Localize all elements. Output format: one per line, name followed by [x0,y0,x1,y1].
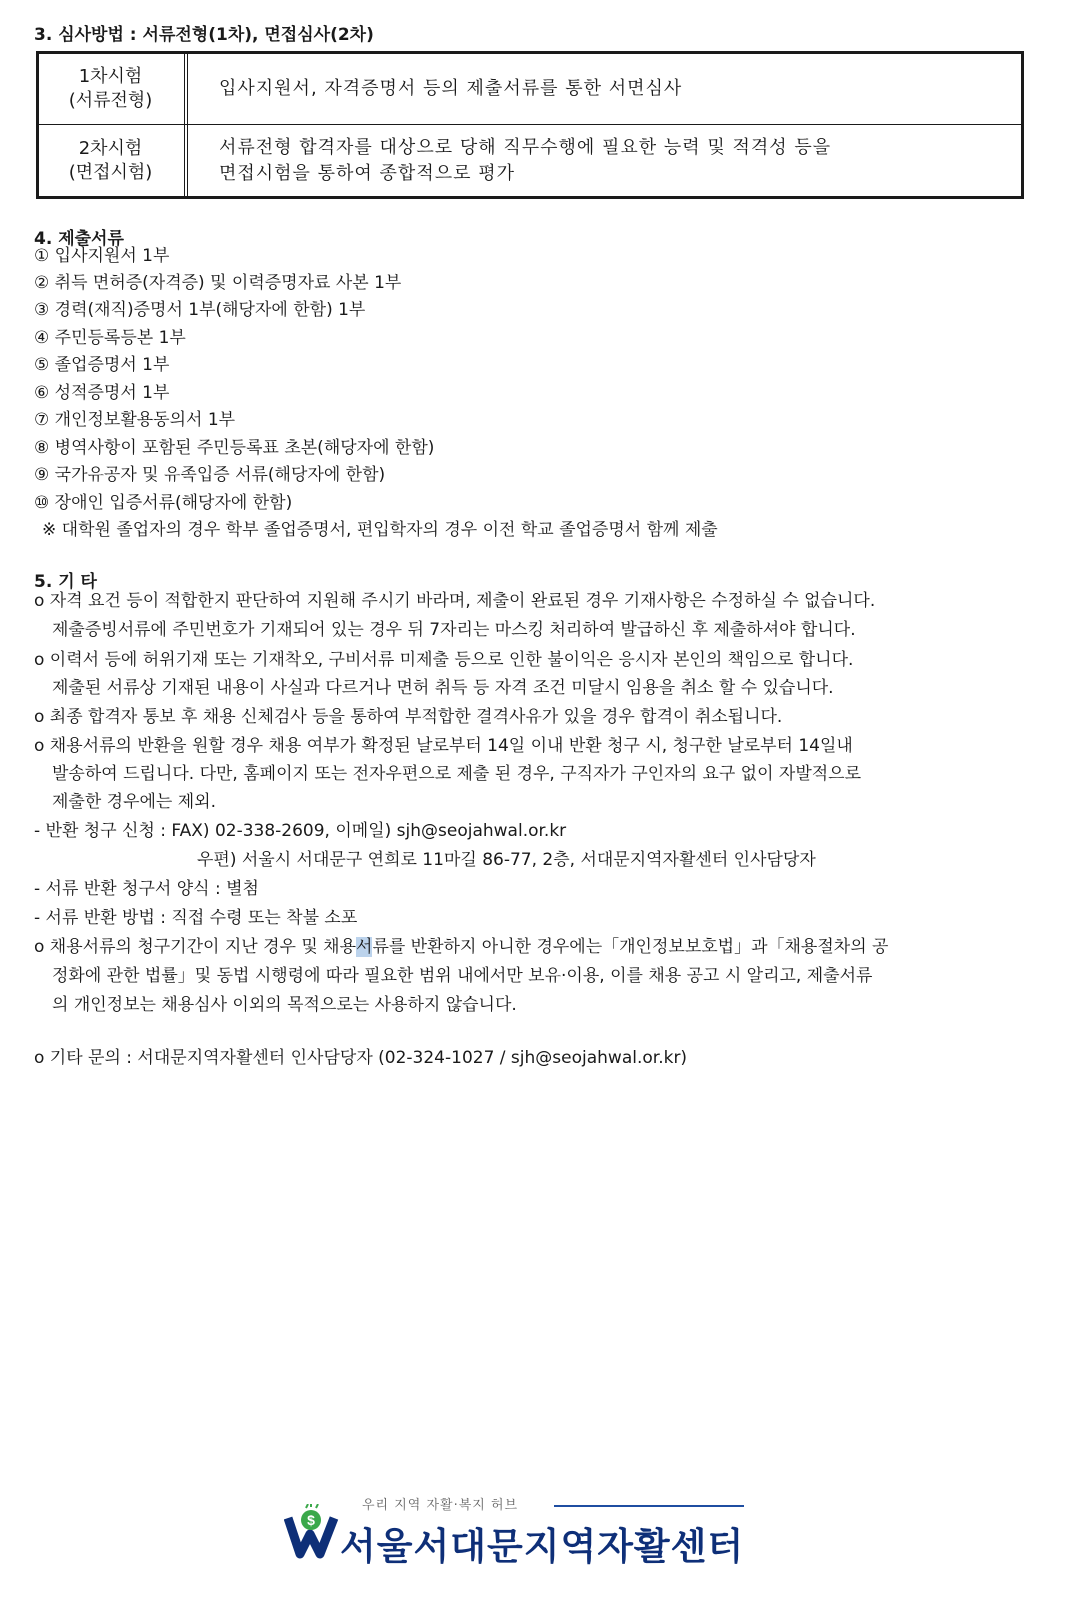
privacy-text: o 채용서류의 청구기간이 지난 경우 및 채용 [34,937,356,957]
document-item: ⑤ 졸업증명서 1부 [34,355,170,375]
row-content [219,54,1011,124]
row-label-line: (면접시험) [68,161,153,183]
logo-rule [554,1505,744,1507]
row-content-line: 서류전형 합격자를 대상으로 당해 직무수행에 필요한 능력 및 적격성 등을 [219,136,832,158]
document-item: ④ 주민등록등본 1부 [34,328,186,348]
row-content-line: 면접시험을 통하여 종합적으로 평가 [219,162,515,184]
notice-line: - 서류 반환 청구서 양식 : 별첨 [34,879,259,899]
row-label [39,54,182,124]
text-selection: 서 [356,937,373,957]
document-item: ⑧ 병역사항이 포함된 주민등록표 초본(해당자에 한함) [34,438,435,458]
row-label-line: 1차시험 [78,66,143,87]
return-address-line: 우편) 서울시 서대문구 연희로 11마길 86-77, 2층, 서대문지역자활센터 인사담당자 [197,850,816,870]
notice-line: o 이력서 등에 허위기재 또는 기재착오, 구비서류 미제출 등으로 인한 불이익은 응시자 본인의 책임으로 합니다. [34,650,854,670]
privacy-line [34,937,888,957]
logo-tagline: 우리 지역 자활·복지 허브 [362,1498,519,1513]
notice-line: 제출한 경우에는 제외. [52,792,217,812]
svg-text:$: $ [307,1512,315,1528]
section-5-title: 5. 기 타 [34,572,97,592]
notice-line: 발송하여 드립니다. 다만, 홈페이지 또는 전자우편으로 제출 된 경우, 구직자가 구인자의 요구 없이 자발적으로 [52,764,862,784]
column-divider [184,54,188,124]
row-content-line: 입사지원서, 자격증명서 등의 제출서류를 통한 서면심사 [219,78,683,99]
row-content [219,125,1011,196]
row-label [39,125,182,196]
privacy-text: 류를 반환하지 아니한 경우에는「개인정보보호법」과「채용절차의 공 [372,937,889,957]
document-note: ※ 대학원 졸업자의 경우 학부 졸업증명서, 편입학자의 경우 이전 학교 졸업증명서 함께 제출 [42,520,718,540]
table-row [39,125,1021,196]
privacy-line: 의 개인정보는 채용심사 이외의 목적으로는 사용하지 않습니다. [52,995,517,1015]
document-item: ⑩ 장애인 입증서류(해당자에 한함) [34,493,293,513]
section-4-title: 4. 제출서류 [34,229,124,249]
table-row [39,54,1021,125]
screening-table [36,51,1024,199]
document-item: ③ 경력(재직)증명서 1부(해당자에 한함) 1부 [34,300,366,320]
return-request-line: - 반환 청구 신청 : FAX) 02-338-2609, 이메일) sjh@seojahwal.or.kr [34,821,567,841]
document-item: ① 입사지원서 1부 [34,246,170,266]
section-3-title: 3. 심사방법 : 서류전형(1차), 면접심사(2차) [34,25,374,45]
column-divider [184,125,188,196]
row-label-line: (서류전형) [68,90,153,111]
notice-line: o 최종 합격자 통보 후 채용 신체검사 등을 통하여 부적합한 결격사유가 있을 경우 합격이 취소됩니다. [34,707,783,727]
center-logo [284,1494,745,1568]
row-label-line: 2차시험 [78,137,143,159]
document-item: ⑦ 개인정보활용동의서 1부 [34,410,236,430]
notice-line: 제출된 서류상 기재된 내용이 사실과 다르거나 면허 취득 등 자격 조건 미달시 임용을 취소 할 수 있습니다. [52,678,834,698]
privacy-line: 정화에 관한 법률」및 동법 시행령에 따라 필요한 범위 내에서만 보유·이용, 이를 채용 공고 시 알리고, 제출서류 [52,966,873,986]
notice-line: o 자격 요건 등이 적합한지 판단하여 지원해 주시기 바라며, 제출이 완료된 경우 기재사항은 수정하실 수 없습니다. [34,591,876,611]
notice-line: - 서류 반환 방법 : 직접 수령 또는 착불 소포 [34,908,358,928]
notice-line: 제출증빙서류에 주민번호가 기재되어 있는 경우 뒤 7자리는 마스킹 처리하여 발급하신 후 제출하셔야 합니다. [52,620,856,640]
contact-line: o 기타 문의 : 서대문지역자활센터 인사담당자 (02-324-1027 / sjh@seojahwal.or.kr) [34,1048,688,1068]
logo-mark-icon [284,1504,342,1560]
notice-line: o 채용서류의 반환을 원할 경우 채용 여부가 확정된 날로부터 14일 이내 반환 청구 시, 청구한 날로부터 14일내 [34,736,853,756]
document-item: ② 취득 면허증(자격증) 및 이력증명자료 사본 1부 [34,273,402,293]
logo-name: 서울서대문지역자활센터 [340,1525,745,1568]
document-item: ⑨ 국가유공자 및 유족입증 서류(해당자에 한함) [34,465,386,485]
document-item: ⑥ 성적증명서 1부 [34,383,170,403]
